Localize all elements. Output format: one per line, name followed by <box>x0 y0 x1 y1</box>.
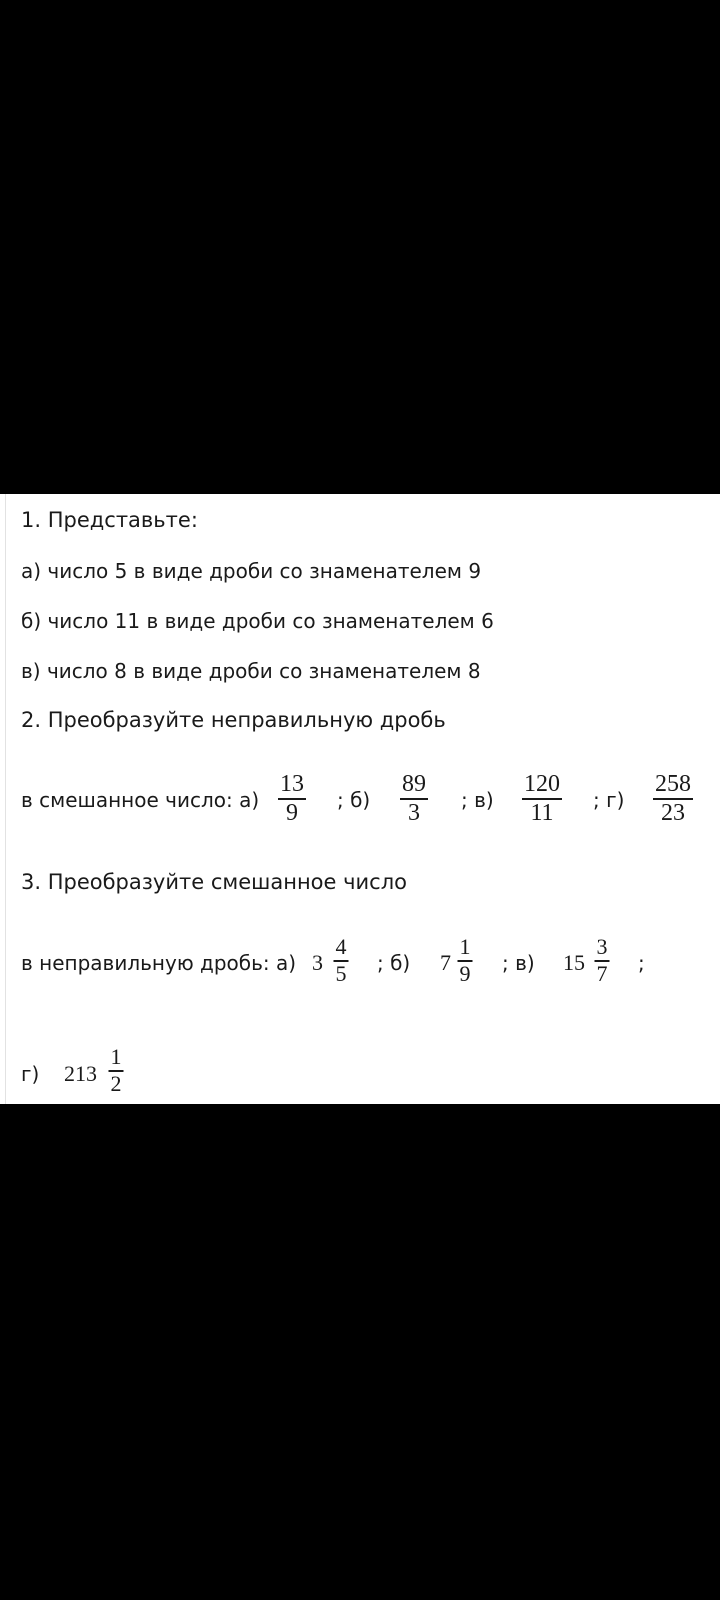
task3-whole-d: 213 <box>64 1061 97 1086</box>
task3-whole-a: 3 <box>312 950 323 975</box>
task3-tail: ; <box>638 951 645 975</box>
task2-sep-b: ; б) <box>337 788 371 812</box>
task2-sep-c: ; в) <box>461 788 494 812</box>
denominator: 5 <box>335 961 347 986</box>
task1-title: 1. Представьте: <box>21 508 198 532</box>
task2-title: 2. Преобразуйте неправильную дробь <box>21 708 446 732</box>
numerator: 258 <box>655 771 691 797</box>
task3-title: 3. Преобразуйте смешанное число <box>21 870 407 894</box>
task3-lead: в неправильную дробь: а) <box>21 951 297 975</box>
task3-fraction-b <box>458 936 473 985</box>
task3-fraction-d <box>109 1046 124 1095</box>
denominator: 23 <box>661 800 685 826</box>
task3-sep-c: ; в) <box>502 951 535 975</box>
denominator: 9 <box>459 961 471 986</box>
task3-sep-b: ; б) <box>377 951 411 975</box>
numerator: 89 <box>402 771 426 797</box>
task3-label-d: г) <box>21 1062 40 1086</box>
task2-fraction-a <box>278 772 306 825</box>
task1-item-a: а) число 5 в виде дроби со знаменателем 9 <box>21 559 482 583</box>
task2-sep-d: ; г) <box>593 788 625 812</box>
denominator: 11 <box>530 800 554 826</box>
denominator: 2 <box>110 1071 122 1096</box>
task3-fraction-c <box>595 936 610 985</box>
denominator: 9 <box>286 800 298 826</box>
task2-fraction-d <box>653 772 693 825</box>
task2-fraction-b <box>400 772 428 825</box>
denominator: 3 <box>408 800 420 826</box>
left-border <box>5 494 6 1104</box>
task2-lead: в смешанное число: а) <box>21 788 260 812</box>
task3-whole-b: 7 <box>440 950 451 975</box>
numerator: 3 <box>596 934 608 959</box>
task1-item-b: б) число 11 в виде дроби со знаменателем 6 <box>21 609 494 633</box>
task3-fraction-a <box>334 936 349 985</box>
worksheet <box>0 494 720 1104</box>
task2-fraction-c <box>522 772 562 825</box>
numerator: 1 <box>110 1044 122 1069</box>
task3-whole-c: 15 <box>563 950 585 975</box>
numerator: 13 <box>280 771 304 797</box>
numerator: 4 <box>335 934 347 959</box>
numerator: 1 <box>459 934 471 959</box>
denominator: 7 <box>596 961 608 986</box>
task1-item-c: в) число 8 в виде дроби со знаменателем 8 <box>21 659 481 683</box>
numerator: 120 <box>524 771 560 797</box>
